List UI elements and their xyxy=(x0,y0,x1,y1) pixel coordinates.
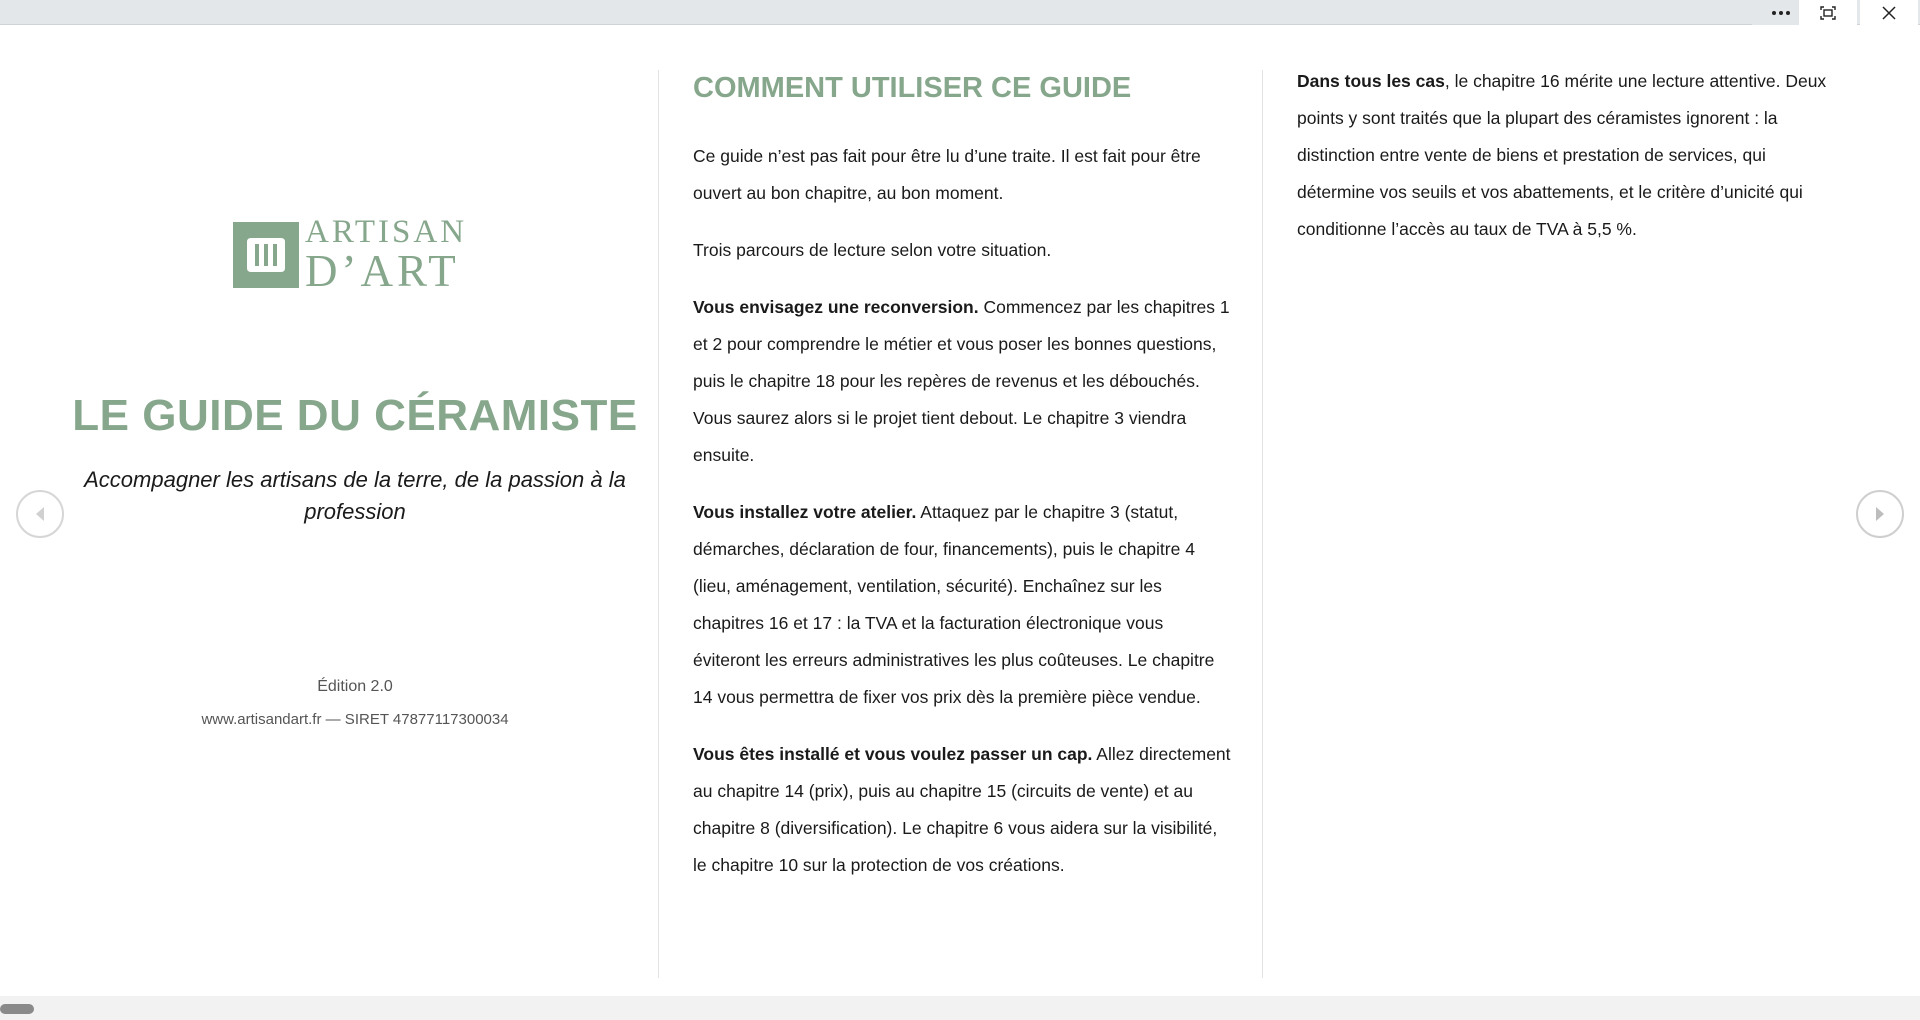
artisan-dart-logo xyxy=(233,216,493,294)
page-how-to-use xyxy=(693,26,1233,904)
column-divider xyxy=(1262,70,1263,978)
book-subtitle: Accompagner les artisans de la terre, de la passion à la profession xyxy=(84,467,626,524)
paragraph: Trois parcours de lecture selon votre situation. xyxy=(693,240,1052,260)
edition-label: Édition 2.0 xyxy=(317,678,393,695)
column-divider xyxy=(658,70,659,978)
paragraph xyxy=(693,289,1233,474)
logo-line1: ARTISAN xyxy=(305,214,468,250)
logo-mark xyxy=(233,222,299,288)
previous-page-button[interactable] xyxy=(16,490,64,538)
reader-view xyxy=(0,26,1920,996)
next-page-button[interactable] xyxy=(1856,490,1904,538)
paragraph-lead: Vous envisagez une reconversion. xyxy=(693,297,979,317)
logo-line2: D’ART xyxy=(305,246,460,296)
book-title: LE GUIDE DU CÉRAMISTE xyxy=(72,391,638,440)
paragraph xyxy=(693,494,1233,716)
paragraph-body: , le chapitre 16 mérite une lecture attentive. Deux points y sont traités que la plupart des céramistes ignorent : la distinction entre vente de biens et prestation de services, qui détermine vos seuils et vos abattements, et le critère d’unicité qui conditionne l’accès au taux de TVA à 5,5 %. xyxy=(1297,71,1827,239)
chevron-left-icon xyxy=(32,505,48,523)
paragraph-body: Commencez par les chapitres 1 et 2 pour comprendre le métier et vous poser les bonnes questions, puis le chapitre 18 pour les repères de revenus et les débouchés. Vous saurez alors si le projet tient debout. Le chapitre 3 viendra ensuite. xyxy=(693,297,1230,465)
paragraph-lead: Vous êtes installé et vous voulez passer un cap. xyxy=(693,744,1093,764)
scrollbar-thumb[interactable] xyxy=(0,1004,34,1014)
page-continued xyxy=(1297,63,1847,268)
paragraph-body: Allez directement au chapitre 14 (prix), puis au chapitre 15 (circuits de vente) et au chapitre 8 (diversification). Le chapitre 6 vous aidera sur la visibilité, le chapitre 10 sur la protection de vos créations. xyxy=(693,744,1231,875)
publisher-info: www.artisandart.fr — SIRET 47877117300034 xyxy=(201,711,509,728)
paragraph xyxy=(693,736,1233,884)
paragraph: Ce guide n’est pas fait pour être lu d’une traite. Il est fait pour être ouvert au bon chapitre, au bon moment. xyxy=(693,146,1201,203)
paragraph-body: Attaquez par le chapitre 3 (statut, démarches, déclaration de four, financements), puis le chapitre 4 (lieu, aménagement, ventilation, sécurité). Enchaînez sur les chapitres 16 et 17 : la TVA et la facturation électronique vous éviteront les erreurs administratives les plus coûteuses. Le chapitre 14 vous permettra de fixer vos prix dès la première pièce vendue. xyxy=(693,502,1215,707)
more-horizontal-icon xyxy=(1771,10,1791,16)
section-heading: COMMENT UTILISER CE GUIDE xyxy=(693,72,1132,104)
paragraph xyxy=(1297,63,1847,248)
chevron-right-icon xyxy=(1872,505,1888,523)
fit-screen-icon xyxy=(1820,6,1836,20)
close-icon xyxy=(1882,6,1896,20)
cover-page xyxy=(60,26,650,986)
paragraph-lead: Vous installez votre atelier. xyxy=(693,502,917,522)
close-button[interactable] xyxy=(1860,0,1918,25)
fit-screen-button[interactable] xyxy=(1799,0,1857,25)
paragraph-lead: Dans tous les cas xyxy=(1297,71,1445,91)
horizontal-scrollbar[interactable] xyxy=(0,996,1920,1020)
title-bar xyxy=(0,0,1920,25)
